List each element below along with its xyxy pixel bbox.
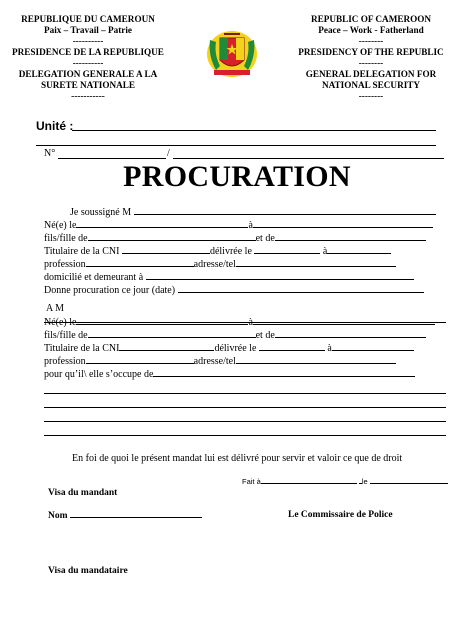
domicile-label: domicilié et demeurant à [44, 272, 144, 283]
mandataire-profession-row [44, 354, 396, 368]
delegation-en-line1: GENERAL DELEGATION FOR [305, 69, 437, 79]
mandataire-cni-row [44, 341, 414, 355]
number-year-field[interactable] [173, 158, 444, 159]
issued-place-field[interactable] [327, 244, 391, 254]
mandant-parents-row [44, 231, 426, 245]
mother-field[interactable] [275, 328, 426, 338]
issued-place-label: à [327, 343, 332, 354]
mother-label: et de [255, 330, 275, 341]
procuration-date-label: Donne procuration ce jour (date) [44, 285, 176, 296]
mother-label: et de [255, 233, 275, 244]
unite-label: Unité : [36, 119, 74, 133]
birth-date-field[interactable] [76, 315, 248, 325]
mother-field[interactable] [275, 231, 426, 241]
separator: -------- [358, 58, 384, 68]
motto-en: Peace – Work - Fatherland [318, 25, 424, 35]
separator: ---------- [72, 58, 104, 68]
motto-fr: Paix – Travail – Patrie [44, 25, 132, 35]
birth-date-field[interactable] [76, 218, 248, 228]
profession-label: profession [44, 259, 86, 270]
birth-date-label: Né(e) le [44, 220, 77, 231]
mandant-name-field[interactable] [134, 205, 436, 215]
nom-field[interactable] [70, 508, 202, 518]
issued-label: délivrée le [209, 246, 252, 257]
birth-place-field[interactable] [253, 218, 433, 228]
domicile-field[interactable] [146, 270, 414, 280]
commissaire-label: Le Commissaire de Police [288, 510, 393, 520]
birth-place-label: à [248, 220, 253, 231]
birth-place-field[interactable] [253, 315, 435, 325]
header-right [276, 14, 466, 102]
page-title: PROCURATION [123, 160, 351, 193]
mandataire-birth-row [44, 315, 435, 329]
issued-place-label: à [322, 246, 328, 257]
nom-label: Nom [48, 511, 68, 521]
cameroon-coat-of-arms-icon [206, 30, 258, 78]
number-label: N° [44, 148, 56, 159]
address-label: adresse/tel [193, 356, 236, 367]
unite-field[interactable] [72, 130, 436, 131]
father-field[interactable] [88, 231, 256, 241]
mandant-domicile-row [44, 270, 414, 284]
task-field-line[interactable] [44, 407, 446, 408]
task-label: pour qu’il\ elle s’occupe de [44, 369, 154, 380]
parent-label: fils/fille de [44, 233, 88, 244]
office-en: PRESIDENCY OF THE REPUBLIC [298, 47, 444, 57]
office-fr: PRESIDENCE DE LA REPUBLIQUE [12, 47, 164, 57]
delegation-en-line2: NATIONAL SECURITY [321, 80, 421, 90]
separator: ----------- [71, 91, 105, 101]
task-field-line[interactable] [44, 393, 446, 394]
delegation-fr-line2: SURETE NATIONALE [40, 80, 136, 90]
task-field-line[interactable] [44, 435, 446, 436]
address-label: adresse/tel [193, 259, 236, 270]
birth-place-label: à [248, 317, 253, 328]
unite-field-line2[interactable] [36, 145, 436, 146]
cni-label: Titulaire de la CNI [44, 246, 120, 257]
mandant-date-row [44, 283, 424, 297]
father-field[interactable] [88, 328, 256, 338]
procuration-date-field[interactable] [178, 283, 424, 293]
issued-label: délivrée le [214, 343, 257, 354]
fait-a-label: Fait à [242, 477, 261, 486]
mandant-birth-row [44, 218, 433, 232]
nom-row [48, 508, 202, 521]
mandataire-task-row [44, 367, 415, 381]
parent-label: fils/fille de [44, 330, 88, 341]
profession-label: profession [44, 356, 86, 367]
je-soussigne-label: Je soussigné M [70, 207, 132, 218]
address-field[interactable] [236, 257, 396, 267]
visa-mandataire-label: Visa du mandataire [48, 566, 128, 576]
fait-a-row [242, 477, 448, 486]
issued-date-field[interactable] [254, 244, 320, 254]
task-field[interactable] [153, 367, 415, 377]
separator: -------- [358, 91, 384, 101]
separator: ---------- [72, 36, 104, 46]
le-label: le [361, 477, 368, 486]
visa-mandant-label: Visa du mandant [48, 488, 118, 498]
fait-date-field[interactable] [370, 483, 448, 484]
mandant-cni-row [44, 244, 391, 258]
number-field[interactable] [58, 158, 166, 159]
cni-label: Titulaire de la CNI [44, 343, 120, 354]
fait-a-field[interactable] [261, 483, 357, 484]
profession-field[interactable] [86, 354, 194, 364]
mandant-profession-row [44, 257, 396, 271]
delegation-fr-line1: DELEGATION GENERALE A LA [18, 69, 158, 79]
mandataire-parents-row [44, 328, 426, 342]
country-en: REPUBLIC OF CAMEROON [310, 14, 432, 24]
issued-date-field[interactable] [259, 341, 325, 351]
birth-date-label: Né(e) le [44, 317, 77, 328]
mandant-name-row [70, 205, 436, 219]
statement-text: En foi de quoi le présent mandat lui est délivré pour servir et valoir ce que de droit [72, 453, 403, 464]
profession-field[interactable] [86, 257, 194, 267]
number-separator: / [167, 148, 170, 159]
issued-place-field[interactable] [332, 341, 414, 351]
country-fr: REPUBLIQUE DU CAMEROUN [21, 14, 155, 24]
address-field[interactable] [236, 354, 396, 364]
separator: -------- [358, 36, 384, 46]
header-left [4, 14, 172, 102]
a-m-label: A M [46, 303, 65, 314]
cni-number-field[interactable] [122, 244, 210, 254]
cni-number-field[interactable] [119, 341, 214, 351]
task-field-line[interactable] [44, 421, 446, 422]
